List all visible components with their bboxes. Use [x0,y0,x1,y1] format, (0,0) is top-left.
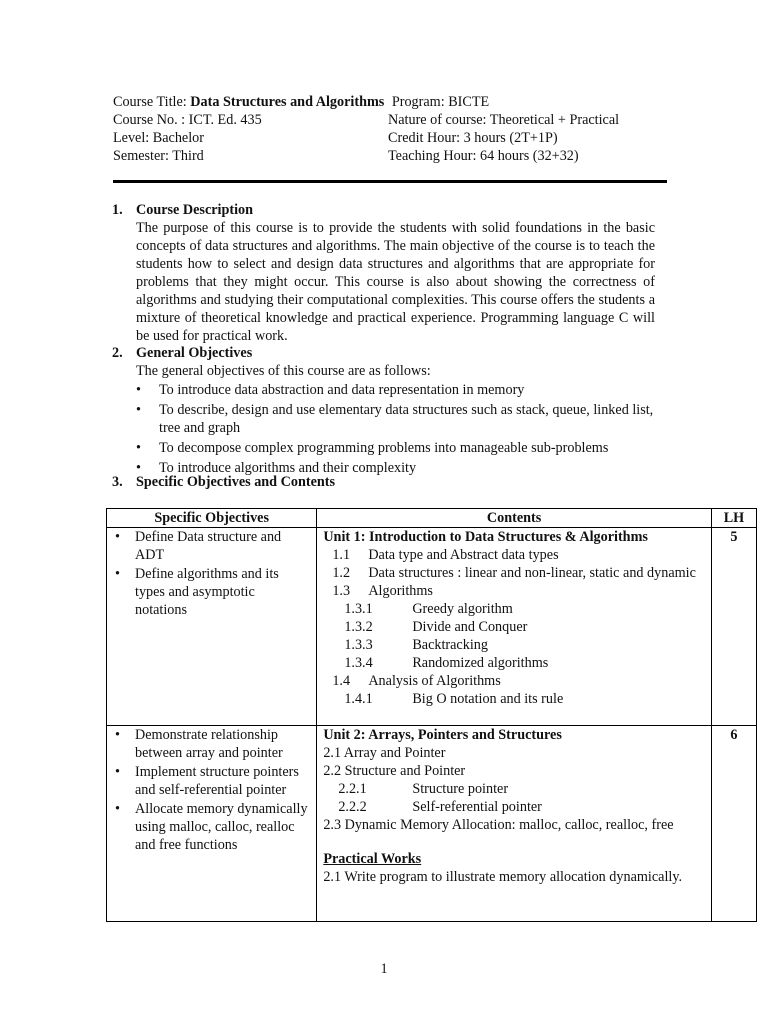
content-item: 1.4 Analysis of Algorithms [332,673,501,689]
unit-2-lh: 6 [711,726,756,922]
content-item: 1.3.3 Backtracking [344,637,488,653]
practical-work-item: 2.1 Write program to illustrate memory allocation dynamically. [323,869,683,885]
header-lh: LH [711,509,756,528]
table-header-row [107,509,757,528]
unit-2-objectives [107,726,317,922]
list-item: • To introduce data abstraction and data representation in memory [136,381,676,399]
section-2-title: General Objectives [136,345,253,361]
section-2-number: 2. [112,345,123,361]
section-1-number: 1. [112,202,123,218]
list-item: • Define algorithms and its types and asymptotic notations [107,565,310,619]
course-description-text: The purpose of this course is to provide the students with solid foundations in the basic concepts of data structures and algorithms. The main objective of the course is to teach the students how to select and design data structures and algorithms that are appropriate for problems that they might occur. This course is also about showing the correctness of algorithms and studying their computational complexities. This course offers the students a mixture of theoretical knowledge and practical experience. Programming language C will be used for practical work. [136,220,655,344]
section-1-title: Course Description [136,202,254,218]
list-item: • Define Data structure and ADT [107,528,310,564]
teaching-hour: Teaching Hour: 64 hours (32+32) [388,148,579,164]
list-item: • Implement structure pointers and self-referential pointer [107,763,310,799]
content-item: 1.3.2 Divide and Conquer [344,619,528,635]
general-objectives-list [136,381,676,479]
content-item: 1.2 Data structures : linear and non-linear, static and dynamic [332,565,696,581]
content-item: 2.2.1 Structure pointer [338,781,509,797]
list-item: • To introduce algorithms and their complexity [136,459,676,477]
course-title-label: Course Title: [113,94,187,110]
list-item: • Demonstrate relationship between array and pointer [107,726,310,762]
content-item: 2.2.2 Self-referential pointer [338,799,542,815]
content-item: 2.3 Dynamic Memory Allocation: malloc, calloc, realloc, free [323,817,674,833]
table-row-unit-2 [107,726,757,922]
list-item: • To describe, design and use elementary data structures such as stack, queue, linked list, tree and graph [136,401,676,437]
program: Program: BICTE [391,94,490,110]
content-item: 1.3.4 Randomized algorithms [344,655,549,671]
section-3-number: 3. [112,474,123,490]
unit-1-lh: 5 [711,528,756,726]
unit-2-title: Unit 2: Arrays, Pointers and Structures [323,727,562,743]
course-title: Data Structures and Algorithms [190,94,385,110]
content-item: 1.3 Algorithms [332,583,433,599]
practical-works-title: Practical Works [323,851,422,867]
content-item: 2.2 Structure and Pointer [323,763,466,779]
nature-of-course: Nature of course: Theoretical + Practical [388,112,620,128]
content-item: 1.1 Data type and Abstract data types [332,547,559,563]
content-item: 1.3.1 Greedy algorithm [344,601,513,617]
course-no: Course No. : ICT. Ed. 435 [113,112,262,128]
section-3-title: Specific Objectives and Contents [136,474,336,490]
header-contents: Contents [317,509,712,528]
content-item: 1.4.1 Big O notation and its rule [344,691,564,707]
unit-1-title: Unit 1: Introduction to Data Structures & Algorithms [323,529,648,545]
credit-hour: Credit Hour: 3 hours (2T+1P) [388,130,558,146]
list-item: • To decompose complex programming problems into manageable sub-problems [136,439,676,457]
header-divider [113,180,667,183]
general-objectives-intro: The general objectives of this course are as follows: [136,363,431,379]
content-item: 2.1 Array and Pointer [323,745,446,761]
course-title-line [113,93,489,111]
unit-2-contents [317,726,712,922]
table-row-unit-1 [107,528,757,726]
objectives-contents-table [106,508,757,922]
semester: Semester: Third [113,148,204,164]
header-specific-objectives: Specific Objectives [107,509,317,528]
unit-1-contents [317,528,712,726]
unit-1-objectives [107,528,317,726]
level: Level: Bachelor [113,130,204,146]
list-item: • Allocate memory dynamically using malloc, calloc, realloc and free functions [107,800,310,854]
page-number: 1 [380,961,388,977]
